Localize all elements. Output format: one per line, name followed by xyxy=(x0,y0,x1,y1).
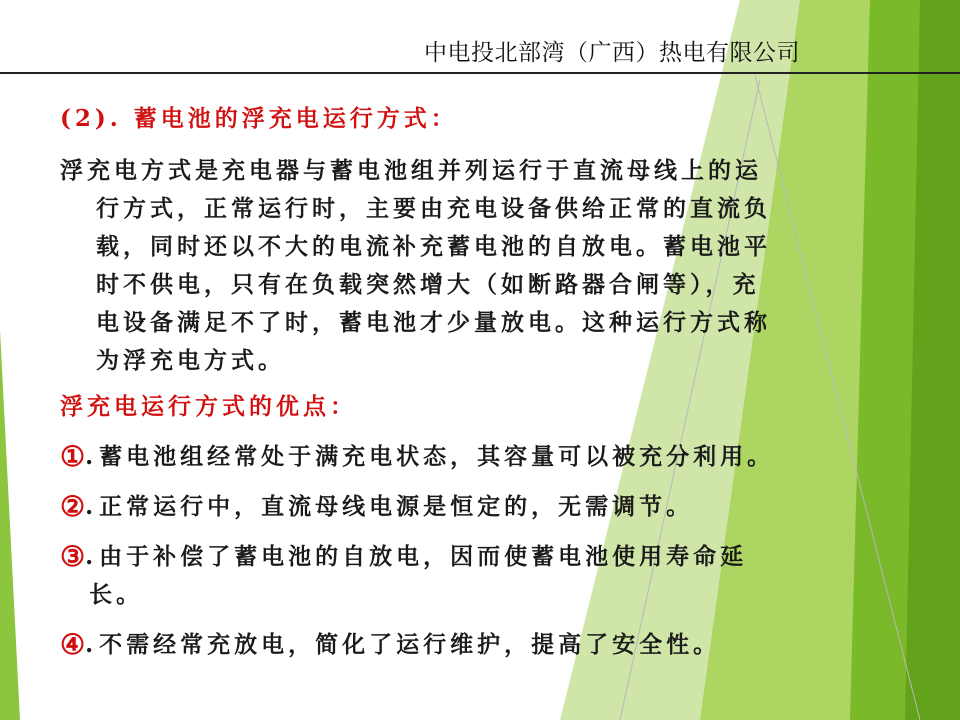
header-divider xyxy=(0,72,960,74)
advantage-item xyxy=(60,538,900,614)
advantage-item xyxy=(60,488,900,526)
item-dot: . xyxy=(85,443,94,470)
item-dot: . xyxy=(85,543,94,570)
paragraph-line: 行方式，正常运行时，主要由充电设备供给正常的直流负 xyxy=(96,195,771,222)
paragraph-line: 电设备满足不了时，蓄电池才少量放电。这种运行方式称 xyxy=(96,309,771,336)
item-number: ② xyxy=(60,490,86,523)
advantages-heading: 浮充电运行方式的优点： xyxy=(60,393,357,420)
item-text-continuation: 长。 xyxy=(89,581,144,608)
paragraph-line: 为浮充电方式。 xyxy=(96,347,285,374)
advantage-item xyxy=(60,626,900,664)
company-title: 中电投北部湾（广西）热电有限公司 xyxy=(424,40,800,66)
item-text: 不需经常充放电，简化了运行维护，提高了安全性。 xyxy=(99,631,721,658)
item-dot: . xyxy=(85,493,94,520)
item-text: 蓄电池组经常处于满充电状态，其容量可以被充分利用。 xyxy=(99,443,775,470)
content-area xyxy=(60,100,900,676)
item-number: ③ xyxy=(60,540,86,573)
item-text: 由于补偿了蓄电池的自放电，因而使蓄电池使用寿命延 xyxy=(99,543,748,570)
green-left-strip xyxy=(0,330,20,720)
paragraph-line: 浮充电方式是充电器与蓄电池组并列运行于直流母线上的运 xyxy=(60,157,762,184)
section-heading: (2). 蓄电池的浮充电运行方式： xyxy=(60,105,458,132)
advantage-item xyxy=(60,438,900,476)
item-dot: . xyxy=(85,631,94,658)
description-paragraph xyxy=(60,152,900,380)
paragraph-line: 时不供电，只有在负载突然增大（如断路器合闸等），充 xyxy=(96,271,760,298)
item-number: ④ xyxy=(60,628,86,661)
paragraph-line: 载，同时还以不大的电流补充蓄电池的自放电。蓄电池平 xyxy=(96,233,771,260)
item-number: ① xyxy=(60,440,86,473)
item-text: 正常运行中，直流母线电源是恒定的，无需调节。 xyxy=(99,493,694,520)
